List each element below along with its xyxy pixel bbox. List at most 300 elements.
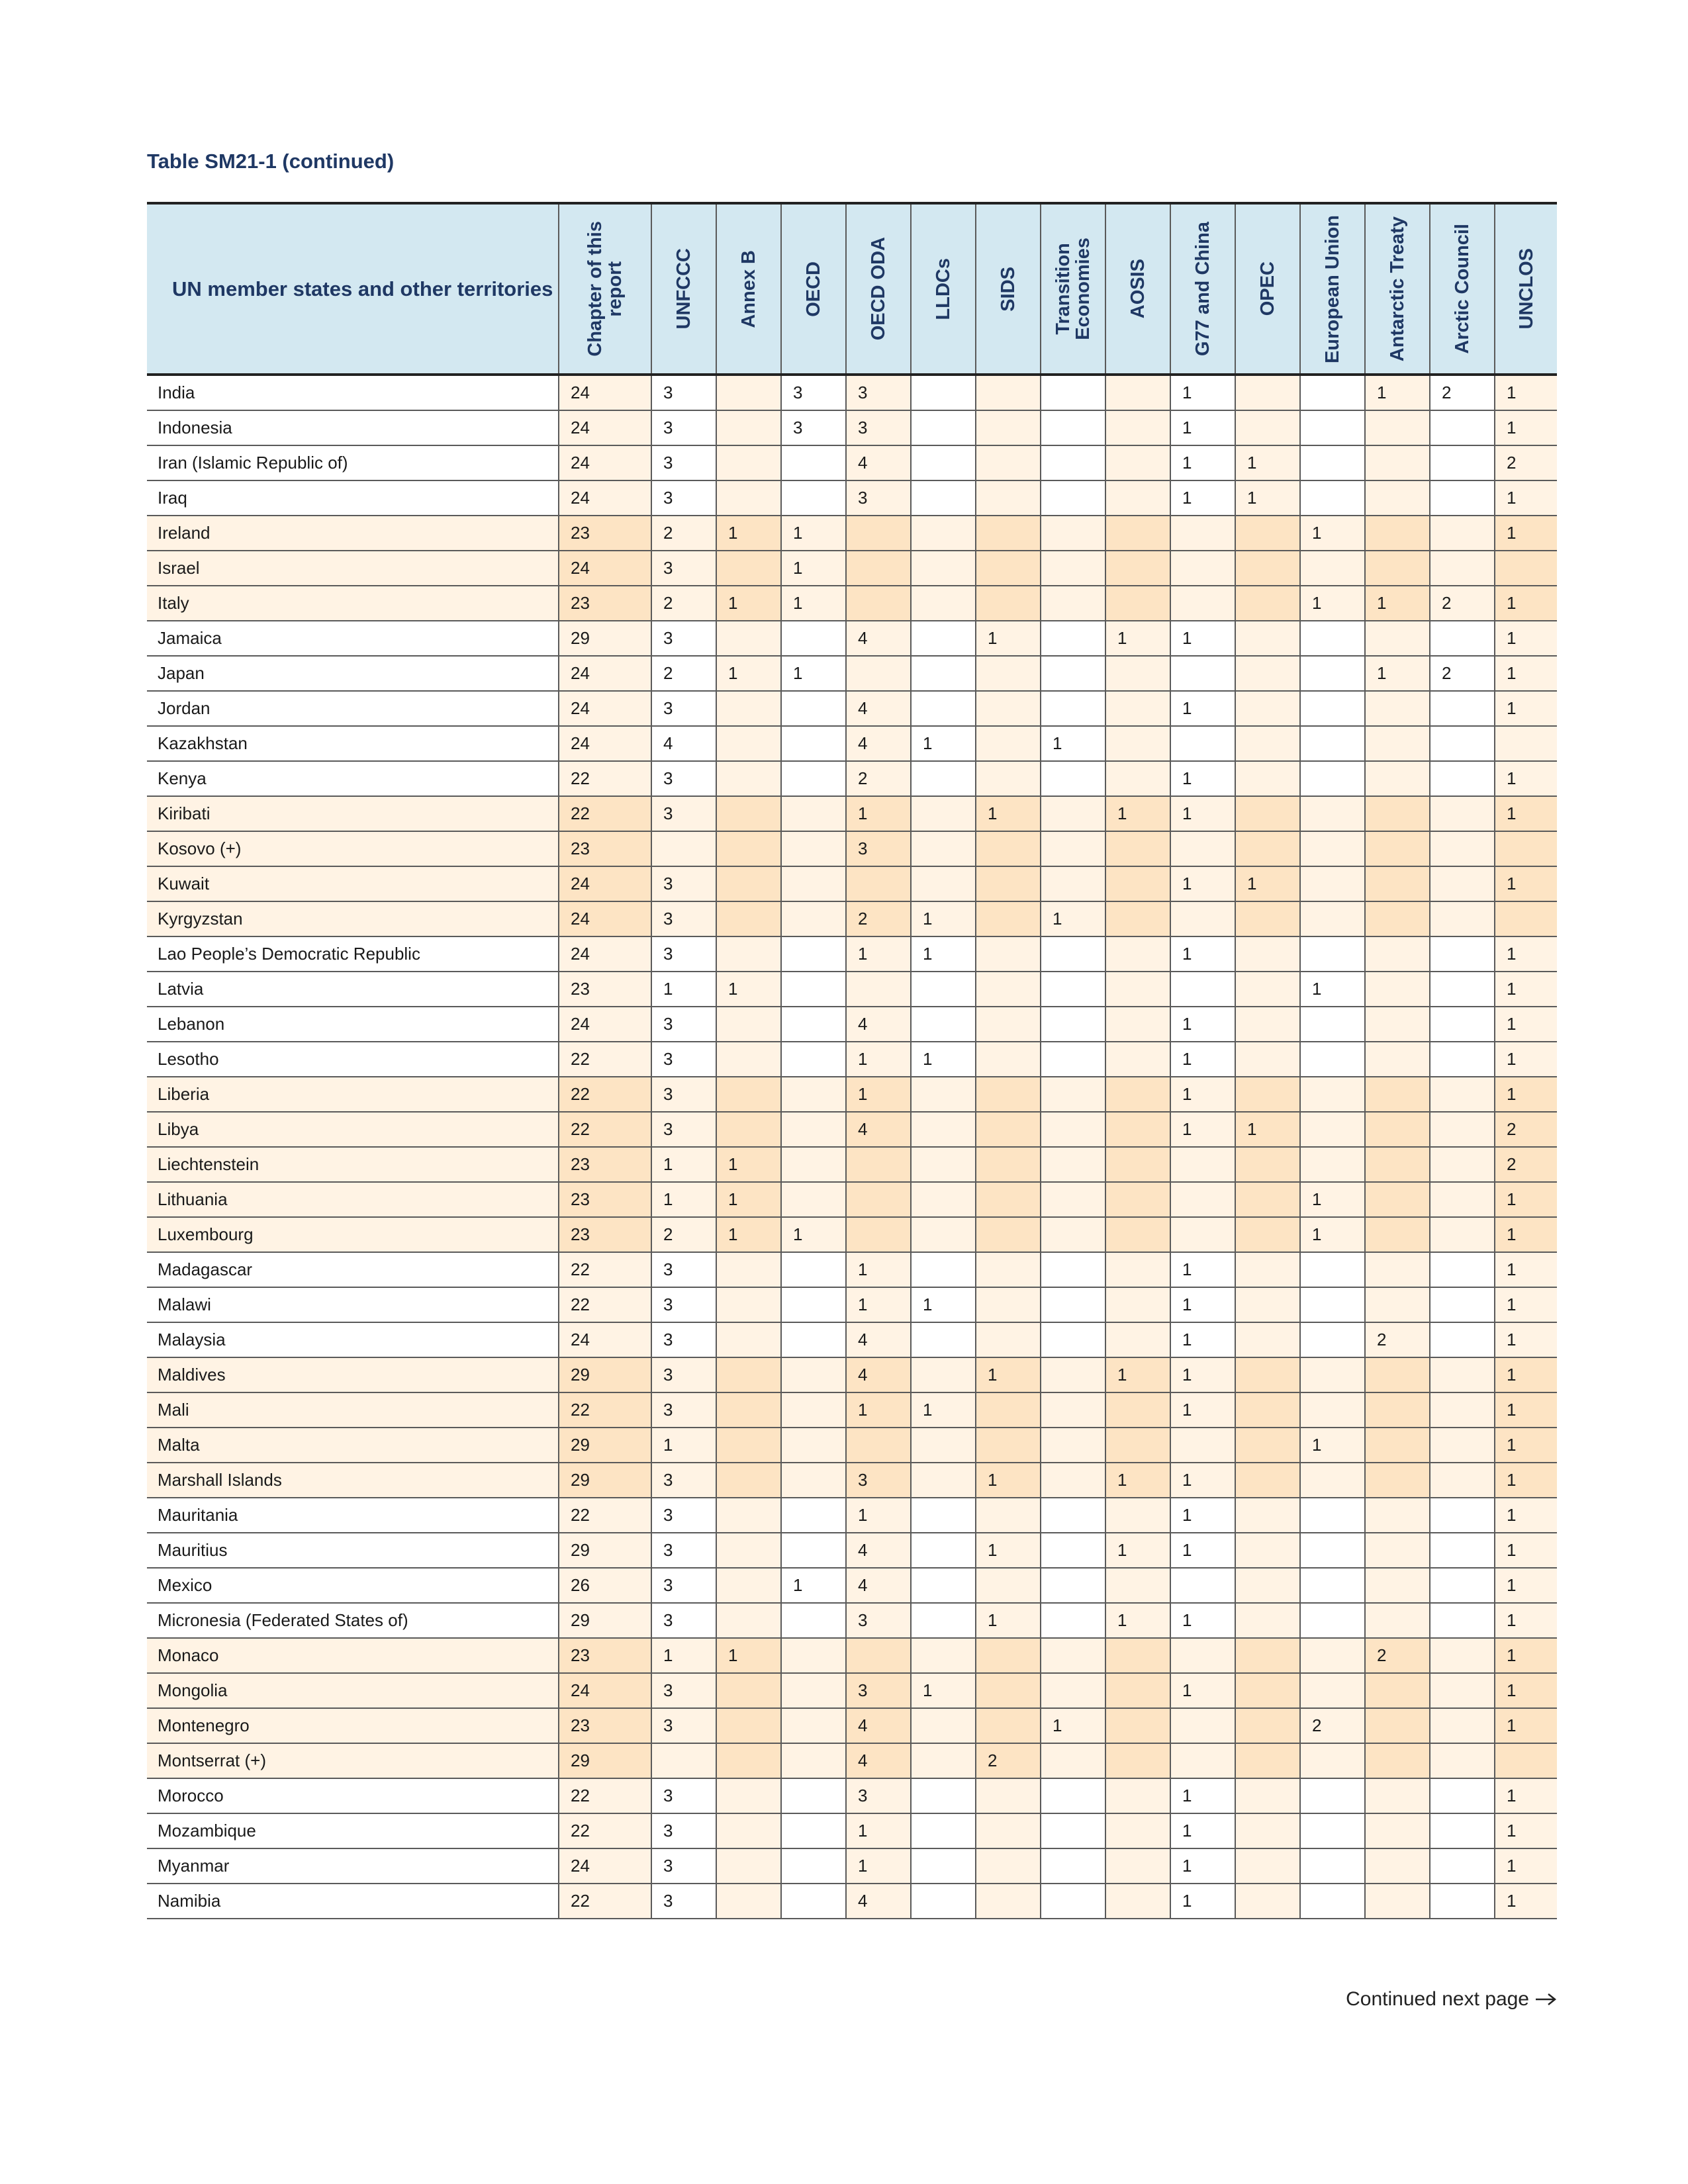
table-cell: 1 <box>1170 1498 1235 1533</box>
column-header <box>716 203 781 375</box>
table-cell: 23 <box>559 1217 651 1252</box>
column-header-label: Arctic Council <box>1452 224 1473 354</box>
territory-name: Iran (Islamic Republic of) <box>147 445 559 480</box>
column-header-label: UNCLOS <box>1515 248 1537 330</box>
table-cell <box>781 445 846 480</box>
table-cell <box>1235 1252 1300 1287</box>
table-cell <box>716 1463 781 1498</box>
table-cell <box>1105 726 1170 761</box>
table-cell <box>1170 831 1235 866</box>
table-cell <box>1365 1533 1430 1568</box>
table-cell <box>1105 901 1170 936</box>
table-cell: 3 <box>651 1778 716 1813</box>
table-cell: 1 <box>716 1147 781 1182</box>
table-cell: 1 <box>1495 1498 1557 1533</box>
territory-name: Jordan <box>147 691 559 726</box>
table-cell: 2 <box>1300 1708 1365 1743</box>
territory-name: Lithuania <box>147 1182 559 1217</box>
table-cell <box>781 691 846 726</box>
table-cell <box>1235 831 1300 866</box>
table-cell: 1 <box>976 1603 1041 1638</box>
table-cell <box>1235 1428 1300 1463</box>
column-header-label: LLDCs <box>933 257 954 320</box>
table-cell <box>716 726 781 761</box>
table-cell: 1 <box>1235 1112 1300 1147</box>
table-cell: 3 <box>651 1848 716 1884</box>
table-cell: 24 <box>559 410 651 445</box>
table-cell <box>781 866 846 901</box>
table-cell <box>1235 1042 1300 1077</box>
table-cell <box>1300 375 1365 410</box>
table-cell <box>1170 1743 1235 1778</box>
table-cell <box>716 410 781 445</box>
table-cell <box>1041 1077 1105 1112</box>
table-cell: 3 <box>651 1568 716 1603</box>
table-cell <box>781 1638 846 1673</box>
table-cell <box>1041 866 1105 901</box>
table-cell <box>1235 1147 1300 1182</box>
table-cell: 1 <box>1495 410 1557 445</box>
territory-name: Malawi <box>147 1287 559 1322</box>
table-cell: 1 <box>1170 866 1235 901</box>
table-cell <box>1235 1533 1300 1568</box>
table-cell <box>716 866 781 901</box>
table-cell: 1 <box>846 1813 911 1848</box>
table-cell <box>846 866 911 901</box>
table-cell: 1 <box>1300 1182 1365 1217</box>
table-cell <box>976 480 1041 516</box>
table-cell <box>1430 551 1495 586</box>
table-cell <box>1300 1322 1365 1357</box>
table-cell <box>716 375 781 410</box>
table-cell <box>911 1428 976 1463</box>
table-cell: 4 <box>846 1708 911 1743</box>
table-cell <box>1041 1007 1105 1042</box>
territory-name: Lao People’s Democratic Republic <box>147 936 559 972</box>
table-cell: 4 <box>846 691 911 726</box>
table-cell <box>1170 1638 1235 1673</box>
table-cell <box>781 831 846 866</box>
table-cell: 22 <box>559 1042 651 1077</box>
table-cell: 3 <box>651 1077 716 1112</box>
table-cell <box>1105 551 1170 586</box>
column-header-wrap <box>976 205 1040 373</box>
table-cell: 2 <box>1365 1322 1430 1357</box>
table-cell <box>781 936 846 972</box>
table-cell: 1 <box>1495 1778 1557 1813</box>
territory-name: Mongolia <box>147 1673 559 1708</box>
table-cell <box>1105 936 1170 972</box>
table-cell: 1 <box>1495 1708 1557 1743</box>
table-cell <box>1105 1147 1170 1182</box>
table-cell: 1 <box>846 1042 911 1077</box>
table-cell <box>716 1287 781 1322</box>
table-cell <box>1300 1252 1365 1287</box>
table-cell <box>976 551 1041 586</box>
table-cell: 3 <box>651 1392 716 1428</box>
table-cell <box>1170 1182 1235 1217</box>
table-cell <box>1365 1498 1430 1533</box>
table-cell: 1 <box>1170 480 1235 516</box>
column-header-wrap <box>1106 205 1170 373</box>
table-cell <box>716 831 781 866</box>
table-cell: 3 <box>846 831 911 866</box>
territory-name: Japan <box>147 656 559 691</box>
table-cell: 24 <box>559 551 651 586</box>
table-cell <box>1041 1568 1105 1603</box>
table-cell <box>1235 586 1300 621</box>
table-cell: 29 <box>559 1603 651 1638</box>
table-cell: 1 <box>1495 972 1557 1007</box>
table-cell <box>1041 1042 1105 1077</box>
table-cell <box>976 1007 1041 1042</box>
table-cell <box>1430 1322 1495 1357</box>
table-cell: 1 <box>1495 1848 1557 1884</box>
table-cell <box>1365 1603 1430 1638</box>
table-cell: 1 <box>846 1392 911 1428</box>
table-cell: 1 <box>1170 1007 1235 1042</box>
column-header <box>1105 203 1170 375</box>
table-cell: 1 <box>846 796 911 831</box>
table-row <box>147 480 1557 516</box>
table-row <box>147 1357 1557 1392</box>
table-cell: 24 <box>559 1007 651 1042</box>
table-cell: 24 <box>559 445 651 480</box>
table-cell <box>1430 761 1495 796</box>
table-cell <box>976 1287 1041 1322</box>
table-cell: 4 <box>846 726 911 761</box>
table-cell <box>781 1673 846 1708</box>
table-cell <box>1300 866 1365 901</box>
territory-name: Mauritania <box>147 1498 559 1533</box>
table-cell <box>1365 761 1430 796</box>
table-cell <box>716 1112 781 1147</box>
table-cell: 3 <box>651 1042 716 1077</box>
table-cell <box>1105 1112 1170 1147</box>
table-cell <box>1430 1042 1495 1077</box>
table-cell <box>1300 1112 1365 1147</box>
table-cell: 1 <box>1495 621 1557 656</box>
column-header-label: UNFCCC <box>673 248 694 330</box>
territory-name: Luxembourg <box>147 1217 559 1252</box>
table-cell <box>781 1007 846 1042</box>
table-cell <box>846 1638 911 1673</box>
table-cell <box>781 1357 846 1392</box>
table-cell <box>1430 691 1495 726</box>
table-cell <box>1495 901 1557 936</box>
table-row <box>147 1778 1557 1813</box>
table-cell <box>1300 1603 1365 1638</box>
table-cell: 1 <box>1365 375 1430 410</box>
table-cell <box>911 551 976 586</box>
territory-name: Kazakhstan <box>147 726 559 761</box>
table-cell <box>1430 1603 1495 1638</box>
table-row <box>147 1182 1557 1217</box>
table-cell: 3 <box>651 445 716 480</box>
table-cell <box>1430 1287 1495 1322</box>
table-cell: 2 <box>1495 1147 1557 1182</box>
table-cell <box>1430 1463 1495 1498</box>
table-cell <box>716 1533 781 1568</box>
table-cell <box>1365 1182 1430 1217</box>
table-cell <box>1300 656 1365 691</box>
table-cell <box>1105 656 1170 691</box>
table-cell: 24 <box>559 866 651 901</box>
table-cell <box>781 1708 846 1743</box>
table-cell: 24 <box>559 656 651 691</box>
table-cell: 1 <box>1300 1428 1365 1463</box>
table-cell <box>911 1498 976 1533</box>
table-row <box>147 1848 1557 1884</box>
table-cell <box>1041 1848 1105 1884</box>
column-header-label: OPEC <box>1257 261 1278 316</box>
table-cell: 4 <box>846 1112 911 1147</box>
table-cell <box>1041 445 1105 480</box>
column-header-label: Chapter of this report <box>585 221 626 357</box>
table-cell <box>1041 1217 1105 1252</box>
territory-name: Micronesia (Federated States of) <box>147 1603 559 1638</box>
table-cell: 24 <box>559 901 651 936</box>
column-header-wrap <box>912 205 975 373</box>
table-cell <box>976 1428 1041 1463</box>
table-row <box>147 1673 1557 1708</box>
table-cell <box>976 586 1041 621</box>
table-cell: 2 <box>1495 445 1557 480</box>
table-cell <box>1041 551 1105 586</box>
table-cell <box>846 1147 911 1182</box>
table-cell: 1 <box>1495 1287 1557 1322</box>
table-cell <box>1430 1778 1495 1813</box>
table-cell <box>1235 1322 1300 1357</box>
table-cell: 1 <box>1235 445 1300 480</box>
column-header-wrap <box>1041 205 1105 373</box>
territory-name: Mozambique <box>147 1813 559 1848</box>
territory-name: Iraq <box>147 480 559 516</box>
table-cell <box>1430 516 1495 551</box>
arrow-right-icon <box>1534 1993 1557 2006</box>
table-cell <box>1235 1077 1300 1112</box>
table-cell <box>1365 1112 1430 1147</box>
table-cell <box>1170 551 1235 586</box>
table-cell <box>781 761 846 796</box>
table-cell: 26 <box>559 1568 651 1603</box>
table-cell <box>1365 1007 1430 1042</box>
table-cell: 1 <box>846 1498 911 1533</box>
table-cell: 22 <box>559 1392 651 1428</box>
column-header-wrap <box>717 205 780 373</box>
table-cell <box>1300 621 1365 656</box>
territory-name: Malta <box>147 1428 559 1463</box>
table-cell: 22 <box>559 1884 651 1919</box>
table-cell <box>1041 1322 1105 1357</box>
table-cell <box>911 1112 976 1147</box>
table-cell <box>1041 1392 1105 1428</box>
table-cell: 1 <box>1495 1568 1557 1603</box>
table-cell: 1 <box>1170 936 1235 972</box>
table-cell <box>716 1743 781 1778</box>
table-cell <box>1235 1568 1300 1603</box>
table-cell <box>1105 1322 1170 1357</box>
table-row <box>147 1743 1557 1778</box>
table-cell <box>1430 726 1495 761</box>
table-cell <box>781 1498 846 1533</box>
column-header <box>1041 203 1105 375</box>
table-cell <box>1105 831 1170 866</box>
table-cell: 1 <box>1170 621 1235 656</box>
table-cell <box>1105 410 1170 445</box>
table-cell <box>976 1182 1041 1217</box>
table-cell <box>846 1428 911 1463</box>
table-cell: 3 <box>651 410 716 445</box>
table-cell: 1 <box>781 1568 846 1603</box>
table-cell: 24 <box>559 480 651 516</box>
table-cell: 1 <box>1170 761 1235 796</box>
table-cell: 23 <box>559 831 651 866</box>
table-cell: 22 <box>559 796 651 831</box>
table-cell <box>911 1568 976 1603</box>
table-cell: 22 <box>559 1252 651 1287</box>
table-cell <box>1105 866 1170 901</box>
table-cell <box>1235 1217 1300 1252</box>
table-cell: 1 <box>781 656 846 691</box>
table-cell <box>781 726 846 761</box>
table-cell: 4 <box>846 1007 911 1042</box>
table-cell: 1 <box>1170 375 1235 410</box>
table-cell <box>1430 1498 1495 1533</box>
table-cell <box>1235 1778 1300 1813</box>
table-cell <box>781 1813 846 1848</box>
table-cell: 1 <box>1495 1463 1557 1498</box>
table-cell: 1 <box>1495 1007 1557 1042</box>
table-cell <box>1235 1673 1300 1708</box>
table-cell <box>1105 1778 1170 1813</box>
table-cell: 2 <box>846 901 911 936</box>
table-cell <box>976 1708 1041 1743</box>
table-cell <box>1365 796 1430 831</box>
table-cell <box>716 1778 781 1813</box>
table-cell <box>1495 726 1557 761</box>
table-cell: 3 <box>651 936 716 972</box>
table-cell: 1 <box>651 1428 716 1463</box>
table-cell <box>911 1322 976 1357</box>
table-cell <box>1300 410 1365 445</box>
table-cell <box>1041 621 1105 656</box>
table-cell <box>716 691 781 726</box>
table-cell <box>781 480 846 516</box>
table-cell: 1 <box>1495 1673 1557 1708</box>
table-cell: 1 <box>1170 1813 1235 1848</box>
table-cell <box>1235 796 1300 831</box>
table-cell <box>1365 1147 1430 1182</box>
table-cell: 3 <box>651 761 716 796</box>
table-cell <box>1105 516 1170 551</box>
territory-name: Kuwait <box>147 866 559 901</box>
table-cell: 1 <box>976 796 1041 831</box>
table-cell: 22 <box>559 1778 651 1813</box>
table-cell <box>1300 445 1365 480</box>
table-cell: 1 <box>1170 1463 1235 1498</box>
table-cell: 3 <box>781 375 846 410</box>
column-header-wrap <box>1236 205 1299 373</box>
table-cell: 1 <box>1300 972 1365 1007</box>
column-header-wrap <box>847 205 910 373</box>
table-cell: 4 <box>651 726 716 761</box>
table-cell <box>1105 375 1170 410</box>
table-cell: 1 <box>911 936 976 972</box>
table-row <box>147 1147 1557 1182</box>
table-cell <box>1235 1287 1300 1322</box>
table-cell <box>1170 1708 1235 1743</box>
table-cell: 1 <box>1365 586 1430 621</box>
table-row <box>147 1042 1557 1077</box>
territory-name: Namibia <box>147 1884 559 1919</box>
table-cell <box>1430 1252 1495 1287</box>
table-cell: 1 <box>1170 445 1235 480</box>
table-cell: 23 <box>559 586 651 621</box>
table-cell <box>1105 761 1170 796</box>
territory-name: Liberia <box>147 1077 559 1112</box>
table-cell: 1 <box>976 1357 1041 1392</box>
table-cell: 3 <box>651 1533 716 1568</box>
table-cell <box>976 1042 1041 1077</box>
territory-name: Kosovo (+) <box>147 831 559 866</box>
table-cell: 23 <box>559 972 651 1007</box>
table-cell <box>1365 1287 1430 1322</box>
table-cell: 3 <box>846 1778 911 1813</box>
table-cell <box>1235 1743 1300 1778</box>
table-cell: 1 <box>781 586 846 621</box>
table-cell <box>1235 621 1300 656</box>
territory-name: Libya <box>147 1112 559 1147</box>
table-cell <box>1041 1252 1105 1287</box>
table-cell <box>716 1007 781 1042</box>
table-cell <box>1235 516 1300 551</box>
table-row <box>147 1112 1557 1147</box>
table-row <box>147 761 1557 796</box>
table-cell <box>781 1603 846 1638</box>
table-cell: 1 <box>1495 1638 1557 1673</box>
table-cell <box>911 1813 976 1848</box>
table-cell <box>1365 691 1430 726</box>
table-cell <box>1365 1428 1430 1463</box>
table-cell <box>911 621 976 656</box>
table-cell: 3 <box>651 1007 716 1042</box>
table-row <box>147 410 1557 445</box>
table-title: Table SM21-1 (continued) <box>147 150 395 173</box>
table-cell <box>1430 866 1495 901</box>
table-cell <box>1365 1252 1430 1287</box>
table-cell: 1 <box>781 516 846 551</box>
table-cell: 2 <box>976 1743 1041 1778</box>
table-cell <box>911 1147 976 1182</box>
table-cell <box>716 480 781 516</box>
table-cell <box>1430 831 1495 866</box>
table-cell: 3 <box>651 1112 716 1147</box>
table-cell <box>911 1533 976 1568</box>
table-cell <box>1300 1147 1365 1182</box>
table-cell: 1 <box>1495 936 1557 972</box>
table-cell <box>1235 1357 1300 1392</box>
table-cell <box>1105 1182 1170 1217</box>
territory-name: Italy <box>147 586 559 621</box>
table-cell <box>1300 1007 1365 1042</box>
table-cell: 1 <box>1495 375 1557 410</box>
table-row <box>147 1217 1557 1252</box>
table-cell: 1 <box>1170 1322 1235 1357</box>
table-cell <box>1105 1848 1170 1884</box>
table-cell <box>1041 1638 1105 1673</box>
table-cell: 23 <box>559 516 651 551</box>
